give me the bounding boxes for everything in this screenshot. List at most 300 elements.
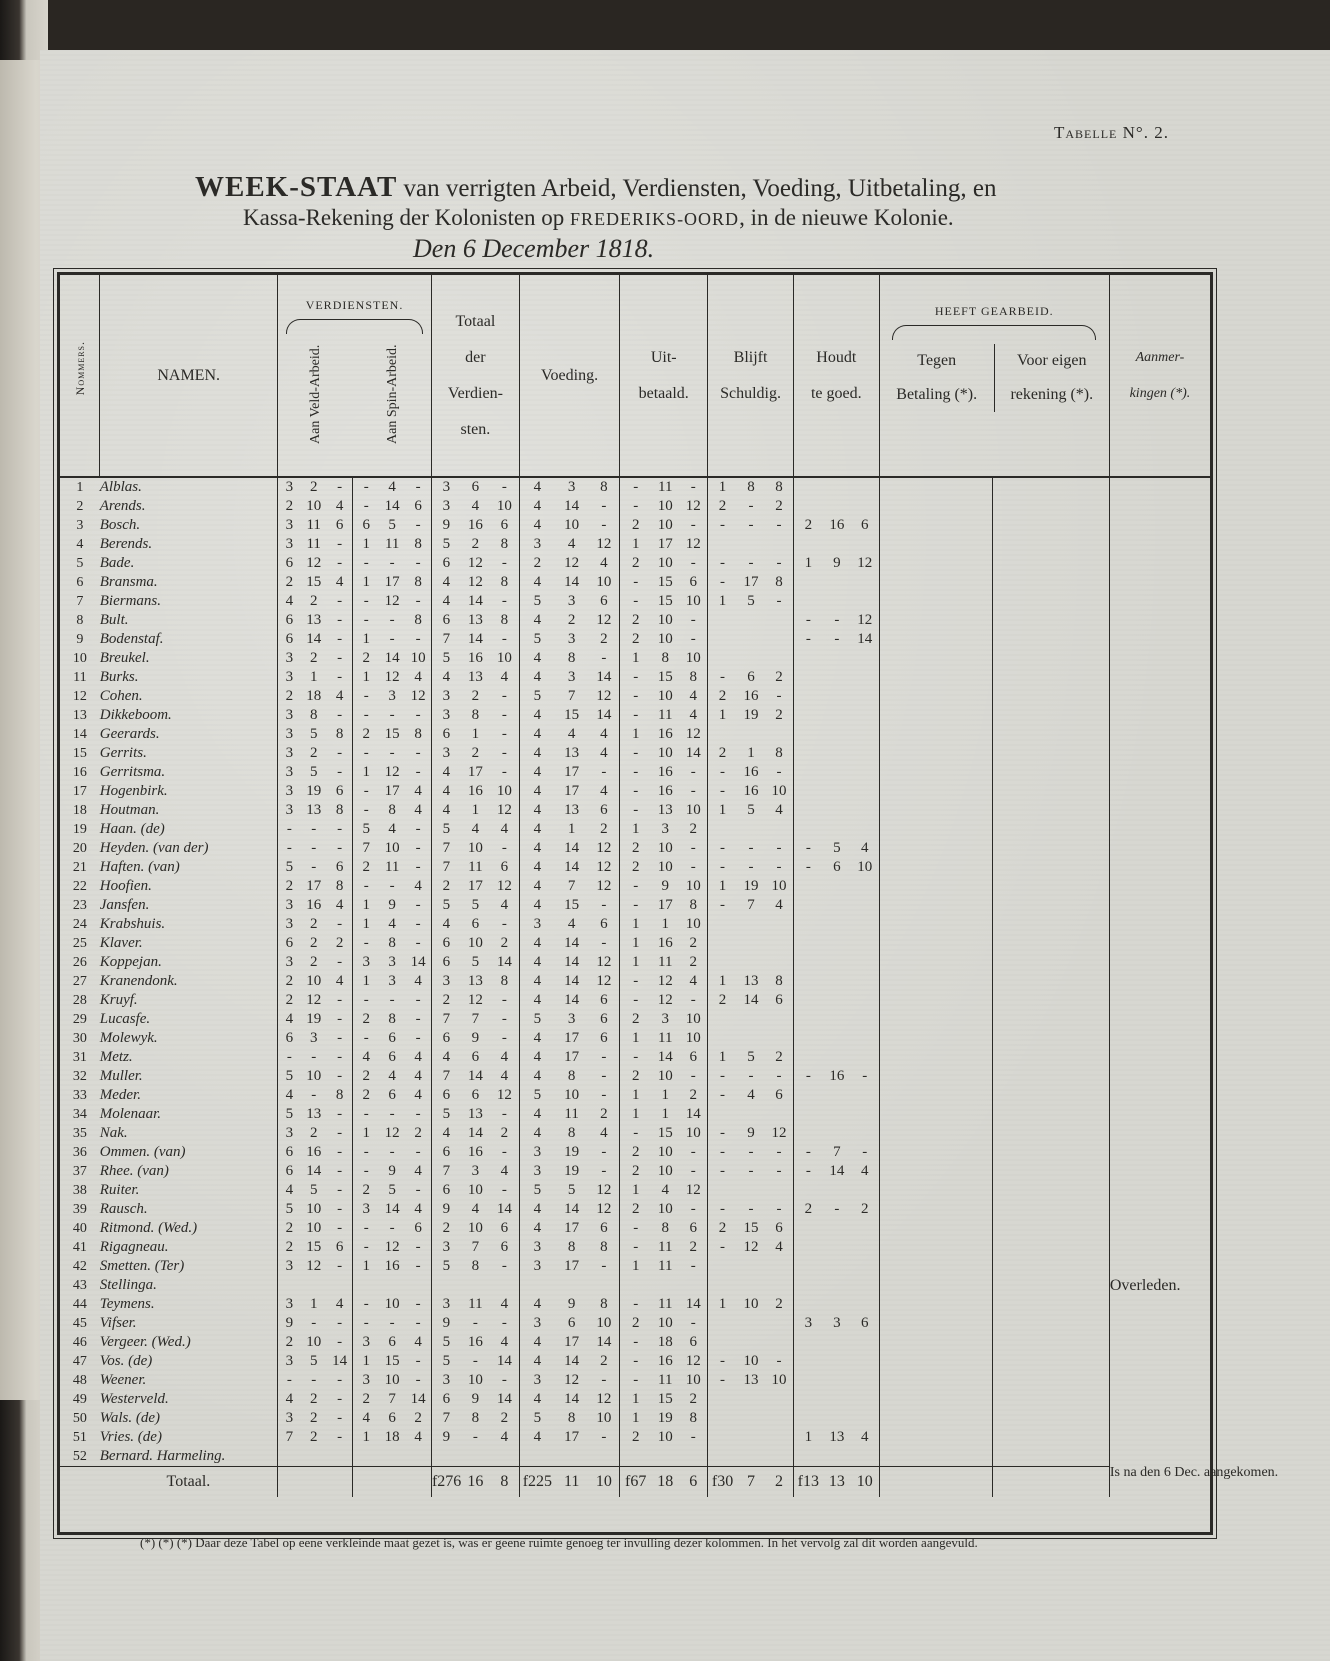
- cell-blijft: [708, 611, 737, 630]
- cell-spin: -: [415, 517, 421, 533]
- cell-veld: 10: [306, 1201, 322, 1217]
- cell-blijft: [737, 1333, 765, 1352]
- cell-totaal: 4: [471, 498, 480, 514]
- cell-eigen-rekening: [992, 1390, 1109, 1409]
- cell-houdt: [793, 1390, 822, 1409]
- cell-voeding: 14: [564, 840, 580, 856]
- cell-voeding: 14: [596, 707, 612, 723]
- cell-totaal: [431, 1276, 460, 1295]
- cell-uit: 1: [620, 1390, 651, 1409]
- total-uit: f67: [620, 1467, 651, 1498]
- cell-blijft: 8: [775, 479, 783, 495]
- cell-blijft: [765, 915, 793, 934]
- cell-houdt: [851, 497, 879, 516]
- cell-uit: -: [690, 479, 696, 495]
- cell-voeding: 4: [519, 1390, 555, 1409]
- row-name: Hogenbirk.: [99, 783, 168, 799]
- cell-blijft: 19: [743, 707, 759, 723]
- cell-uit: 1: [620, 1181, 651, 1200]
- cell-veld: -: [337, 1068, 343, 1084]
- cell-totaal: 6: [500, 1220, 509, 1236]
- cell-eigen-rekening: [992, 896, 1109, 915]
- cell-spin: 8: [388, 802, 396, 818]
- cell-houdt: [793, 782, 822, 801]
- cell-blijft: 9: [747, 1125, 755, 1141]
- cell-uit: -: [620, 972, 651, 991]
- cell-spin: -: [415, 1011, 421, 1027]
- cell-blijft: [737, 1029, 765, 1048]
- cell-voeding: 2: [600, 1106, 608, 1122]
- cell-totaal: 5: [431, 535, 460, 554]
- cell-houdt: [793, 573, 822, 592]
- total-verdiensten-blank: [353, 1467, 379, 1498]
- cell-uit: -: [690, 1201, 696, 1217]
- cell-veld: 6: [335, 517, 344, 533]
- cell-houdt: [793, 934, 822, 953]
- cell-totaal: 12: [467, 992, 483, 1008]
- cell-totaal: 12: [467, 555, 483, 571]
- cell-aanmerking: [1109, 915, 1210, 934]
- cell-spin: [353, 1276, 379, 1295]
- cell-houdt: [851, 1295, 879, 1314]
- cell-blijft: 8: [775, 574, 783, 590]
- cell-voeding: 12: [596, 612, 612, 628]
- cell-blijft: 10: [771, 1372, 787, 1388]
- row-number: 45: [72, 1316, 87, 1331]
- cell-veld: -: [337, 650, 343, 666]
- cell-uit: -: [620, 782, 651, 801]
- cell-eigen-rekening: [992, 611, 1109, 630]
- cell-spin: 8: [414, 726, 422, 742]
- cell-spin: 4: [414, 973, 422, 989]
- total-tegen: [879, 1467, 992, 1498]
- cell-houdt: [851, 725, 879, 744]
- cell-uit: 11: [658, 707, 673, 723]
- cell-houdt: [823, 497, 851, 516]
- cell-veld: 2: [278, 877, 301, 896]
- row-number: 44: [72, 1297, 87, 1312]
- cell-uit: 15: [657, 1391, 673, 1407]
- cell-houdt: [823, 991, 851, 1010]
- cell-spin: 4: [414, 1201, 422, 1217]
- cell-houdt: [823, 1390, 851, 1409]
- cell-houdt: [793, 687, 822, 706]
- cell-houdt: [823, 1181, 851, 1200]
- table-row: [60, 1257, 1210, 1276]
- header-houdt-te-goed: [793, 275, 879, 477]
- cell-spin: -: [415, 1258, 421, 1274]
- cell-totaal: 4: [431, 668, 460, 687]
- cell-houdt: [793, 1181, 822, 1200]
- row-name: Houtman.: [99, 802, 160, 818]
- cell-totaal: 6: [431, 1029, 460, 1048]
- row-number: 41: [72, 1240, 87, 1255]
- totaal-line-4: sten.: [460, 420, 491, 438]
- houdt-line-2: te goed.: [810, 384, 862, 402]
- heeft-label: HEEFT GEARBEID.: [934, 304, 1054, 318]
- cell-uit: -: [620, 801, 651, 820]
- cell-spin: -: [415, 745, 421, 761]
- cell-uit: 10: [657, 1144, 673, 1160]
- cell-blijft: -: [708, 1162, 737, 1181]
- cell-blijft: 4: [775, 897, 783, 913]
- cell-uit: 12: [685, 536, 701, 552]
- cell-blijft: 17: [743, 574, 759, 590]
- cell-aanmerking: [1109, 839, 1210, 858]
- cell-veld: 10: [306, 973, 322, 989]
- cell-veld: -: [311, 1372, 317, 1388]
- cell-uit: 10: [657, 745, 673, 761]
- row-number: 33: [72, 1088, 87, 1103]
- cell-uit: 10: [685, 1125, 701, 1141]
- cell-eigen-rekening: [992, 801, 1109, 820]
- cell-totaal: 2: [431, 877, 460, 896]
- cell-uit: -: [620, 687, 651, 706]
- table-row: [60, 592, 1210, 611]
- cell-blijft: 10: [771, 783, 787, 799]
- cell-eigen-rekening: [992, 1428, 1109, 1447]
- total-voeding: f225: [519, 1467, 555, 1498]
- cell-veld: [301, 1447, 327, 1467]
- cell-veld: 4: [278, 592, 301, 611]
- cell-spin: -: [353, 1295, 379, 1314]
- cell-voeding: 4: [519, 497, 555, 516]
- cell-totaal: 6: [431, 725, 460, 744]
- row-number: 7: [76, 594, 84, 609]
- cell-uit: -: [620, 1219, 651, 1238]
- cell-tegen-betaling: [879, 1238, 992, 1257]
- cell-spin: 12: [384, 669, 400, 685]
- cell-tegen-betaling: [879, 1390, 992, 1409]
- cell-totaal: 3: [431, 1295, 460, 1314]
- cell-voeding: 8: [600, 1239, 608, 1255]
- cell-houdt: [823, 687, 851, 706]
- cell-totaal: 10: [467, 1182, 483, 1198]
- cell-voeding: 4: [600, 745, 608, 761]
- table-row: [60, 934, 1210, 953]
- cell-voeding: 5: [519, 687, 555, 706]
- cell-houdt: [793, 1029, 822, 1048]
- cell-aanmerking: [1109, 497, 1210, 516]
- cell-tegen-betaling: [879, 535, 992, 554]
- cell-blijft: 4: [775, 1239, 783, 1255]
- row-number: 37: [72, 1164, 87, 1179]
- cell-spin: 6: [388, 1087, 396, 1103]
- cell-uit: 2: [620, 1314, 651, 1333]
- cell-totaal: 5: [431, 1105, 460, 1124]
- cell-voeding: [588, 1276, 619, 1295]
- cell-totaal: 14: [496, 1201, 512, 1217]
- cell-totaal: 4: [431, 1124, 460, 1143]
- cell-uit: -: [620, 668, 651, 687]
- cell-houdt: [851, 1447, 879, 1467]
- cell-eigen-rekening: [992, 934, 1109, 953]
- title-line-1: [195, 172, 1195, 204]
- cell-houdt: [823, 763, 851, 782]
- cell-veld: 3: [278, 477, 301, 497]
- title-place: FREDERIKS-OORD: [570, 209, 740, 229]
- cell-uit: 12: [685, 726, 701, 742]
- cell-blijft: 19: [743, 878, 759, 894]
- table-row: [60, 1276, 1210, 1295]
- cell-eigen-rekening: [992, 1124, 1109, 1143]
- cell-spin: -: [415, 897, 421, 913]
- cell-uit: 12: [657, 992, 673, 1008]
- cell-houdt: 5: [833, 840, 841, 856]
- cell-voeding: 6: [600, 992, 608, 1008]
- row-name: Ritmond. (Wed.): [99, 1220, 198, 1236]
- cell-tegen-betaling: [879, 1162, 992, 1181]
- cell-voeding: 12: [596, 859, 612, 875]
- cell-blijft: -: [708, 1086, 737, 1105]
- cell-veld: 4: [335, 897, 344, 913]
- cell-voeding: 17: [564, 1049, 580, 1065]
- cell-uit: -: [690, 1315, 696, 1331]
- cell-spin: 4: [388, 1068, 396, 1084]
- cell-voeding: 3: [519, 1162, 555, 1181]
- cell-eigen-rekening: [992, 915, 1109, 934]
- cell-voeding: 4: [519, 1124, 555, 1143]
- cell-blijft: [737, 1428, 765, 1447]
- cell-uit: 2: [689, 1239, 697, 1255]
- uit-line-2: betaald.: [638, 384, 689, 402]
- cell-spin: -: [415, 840, 421, 856]
- table-row: [60, 877, 1210, 896]
- cell-totaal: 4: [500, 669, 509, 685]
- cell-houdt: 13: [829, 1429, 845, 1445]
- cell-voeding: [519, 1447, 555, 1467]
- cell-totaal: -: [472, 1315, 478, 1331]
- cell-houdt: [793, 535, 822, 554]
- cell-totaal: 6: [431, 611, 460, 630]
- cell-uit: 17: [657, 897, 673, 913]
- cell-houdt: -: [793, 1162, 822, 1181]
- cell-spin: -: [353, 1105, 379, 1124]
- cell-spin: 1: [353, 915, 379, 934]
- cell-voeding: 8: [567, 1068, 576, 1084]
- cell-veld: 5: [278, 1067, 301, 1086]
- cell-veld: 4: [278, 1181, 301, 1200]
- cell-blijft: [765, 611, 793, 630]
- cell-aanmerking: [1109, 1314, 1210, 1333]
- cell-voeding: 4: [519, 763, 555, 782]
- cell-spin: 11: [384, 536, 400, 552]
- cell-eigen-rekening: [992, 573, 1109, 592]
- cell-totaal: 7: [431, 1067, 460, 1086]
- cell-blijft: [708, 1333, 737, 1352]
- cell-spin: 7: [353, 839, 379, 858]
- cell-totaal: -: [472, 1353, 478, 1369]
- cell-totaal: -: [501, 707, 507, 723]
- row-name: Nak.: [99, 1125, 128, 1141]
- cell-blijft: [737, 649, 765, 668]
- row-name: Molenaar.: [99, 1106, 161, 1122]
- cell-voeding: 4: [519, 972, 555, 991]
- cell-spin: -: [353, 611, 379, 630]
- cell-veld: 11: [306, 517, 321, 533]
- cell-totaal: -: [501, 1258, 507, 1274]
- cell-spin: -: [389, 1106, 395, 1122]
- cell-tegen-betaling: [879, 1105, 992, 1124]
- cell-tegen-betaling: [879, 573, 992, 592]
- cell-veld: 15: [306, 1239, 322, 1255]
- table-row: [60, 554, 1210, 573]
- cell-veld: -: [337, 1258, 343, 1274]
- cell-houdt: [793, 1276, 822, 1295]
- cell-spin: 11: [384, 859, 400, 875]
- cell-spin: -: [353, 877, 379, 896]
- cell-eigen-rekening: [992, 477, 1109, 497]
- cell-tegen-betaling: [879, 820, 992, 839]
- cell-uit: 10: [657, 1429, 673, 1445]
- cell-houdt: 2: [793, 1200, 822, 1219]
- cell-voeding: -: [601, 517, 607, 533]
- cell-blijft: 8: [775, 973, 783, 989]
- cell-blijft: 5: [747, 593, 755, 609]
- cell-spin: -: [389, 707, 395, 723]
- cell-blijft: [708, 934, 737, 953]
- cell-totaal: 4: [471, 821, 480, 837]
- cell-blijft: -: [708, 573, 737, 592]
- cell-veld: 19: [306, 1011, 322, 1027]
- cell-totaal: 10: [467, 935, 483, 951]
- cell-uit: 2: [620, 839, 651, 858]
- cell-aanmerking: [1109, 1200, 1210, 1219]
- cell-aanmerking: [1109, 877, 1210, 896]
- cell-voeding: 14: [564, 574, 580, 590]
- cell-houdt: [793, 1352, 822, 1371]
- cell-blijft: -: [776, 517, 782, 533]
- cell-blijft: [708, 1257, 737, 1276]
- cell-totaal: -: [501, 992, 507, 1008]
- cell-tegen-betaling: [879, 896, 992, 915]
- cell-voeding: 4: [519, 896, 555, 915]
- cell-voeding: -: [601, 1258, 607, 1274]
- cell-houdt: [823, 1257, 851, 1276]
- cell-houdt: -: [834, 1201, 840, 1217]
- cell-voeding: 5: [519, 1086, 555, 1105]
- cell-spin: 12: [384, 764, 400, 780]
- cell-veld: 3: [278, 1295, 301, 1314]
- cell-spin: -: [389, 1220, 395, 1236]
- cell-blijft: [737, 725, 765, 744]
- cell-spin: 9: [388, 1163, 396, 1179]
- cell-voeding: 4: [519, 801, 555, 820]
- table-row: [60, 1181, 1210, 1200]
- cell-blijft: 2: [708, 687, 737, 706]
- cell-blijft: [765, 953, 793, 972]
- cell-spin: 10: [384, 1296, 400, 1312]
- cell-veld: -: [337, 1030, 343, 1046]
- row-number: 23: [72, 898, 87, 913]
- cell-totaal: 4: [431, 763, 460, 782]
- cell-totaal: 17: [467, 878, 483, 894]
- cell-totaal: -: [501, 1106, 507, 1122]
- cell-houdt: [851, 1333, 879, 1352]
- cell-blijft: [708, 915, 737, 934]
- cell-eigen-rekening: [992, 972, 1109, 991]
- row-name: Haan. (de): [99, 821, 165, 837]
- cell-tegen-betaling: [879, 554, 992, 573]
- cell-spin: 1: [353, 763, 379, 782]
- cell-uit: 10: [685, 802, 701, 818]
- row-name: Muller.: [99, 1068, 143, 1084]
- cell-veld: 2: [278, 1333, 301, 1352]
- cell-blijft: -: [708, 1352, 737, 1371]
- cell-blijft: 16: [743, 688, 759, 704]
- cell-voeding: 14: [564, 1353, 580, 1369]
- cell-blijft: -: [776, 840, 782, 856]
- tegen-line-2: Betaling (*).: [896, 386, 978, 403]
- cell-houdt: [793, 1010, 822, 1029]
- cell-veld: -: [337, 1106, 343, 1122]
- cell-totaal: 8: [500, 973, 509, 989]
- cell-houdt: [851, 687, 879, 706]
- cell-veld: [278, 1447, 301, 1467]
- cell-houdt: [793, 592, 822, 611]
- cell-eigen-rekening: [992, 1010, 1109, 1029]
- cell-houdt: 2: [793, 516, 822, 535]
- cell-blijft: 7: [747, 897, 755, 913]
- cell-totaal: 8: [500, 536, 509, 552]
- cell-houdt: [793, 1333, 822, 1352]
- cell-aanmerking: [1109, 1390, 1210, 1409]
- row-number: 21: [72, 860, 87, 875]
- cell-spin: 2: [353, 1181, 379, 1200]
- cell-spin: 2: [353, 1390, 379, 1409]
- cell-totaal: -: [501, 1315, 507, 1331]
- row-number: 14: [72, 727, 87, 742]
- cell-veld: 12: [306, 1258, 322, 1274]
- cell-voeding: [555, 1276, 588, 1295]
- row-number: 51: [72, 1430, 87, 1445]
- cell-houdt: [851, 1105, 879, 1124]
- cell-voeding: 4: [519, 1428, 555, 1447]
- cell-houdt: [851, 782, 879, 801]
- cell-voeding: 4: [519, 706, 555, 725]
- cell-aanmerking: [1109, 1219, 1210, 1238]
- cell-houdt: [851, 801, 879, 820]
- cell-uit: -: [690, 1258, 696, 1274]
- cell-totaal: 6: [500, 1239, 509, 1255]
- cell-houdt: [823, 573, 851, 592]
- cell-spin: [405, 1276, 431, 1295]
- cell-eigen-rekening: [992, 497, 1109, 516]
- cell-houdt: 16: [829, 517, 845, 533]
- cell-houdt: [851, 1086, 879, 1105]
- cell-veld: 2: [278, 1238, 301, 1257]
- cell-spin: 1: [353, 1257, 379, 1276]
- cell-houdt: [851, 1371, 879, 1390]
- cell-blijft: [765, 630, 793, 649]
- cell-veld: 3: [278, 706, 301, 725]
- cell-voeding: 6: [600, 802, 608, 818]
- cell-totaal: 9: [431, 516, 460, 535]
- cell-spin: 4: [414, 1068, 422, 1084]
- cell-uit: 12: [685, 1182, 701, 1198]
- cell-aanmerking: [1109, 953, 1210, 972]
- cell-aanmerking: [1109, 820, 1210, 839]
- cell-veld: 4: [278, 1390, 301, 1409]
- cell-voeding: 2: [519, 554, 555, 573]
- cell-voeding: 2: [600, 821, 608, 837]
- cell-houdt: 2: [861, 1201, 869, 1217]
- cell-voeding: 3: [519, 1238, 555, 1257]
- cell-eigen-rekening: [992, 1067, 1109, 1086]
- cell-tegen-betaling: [879, 744, 992, 763]
- cell-uit: 15: [657, 1125, 673, 1141]
- cell-voeding: -: [601, 1429, 607, 1445]
